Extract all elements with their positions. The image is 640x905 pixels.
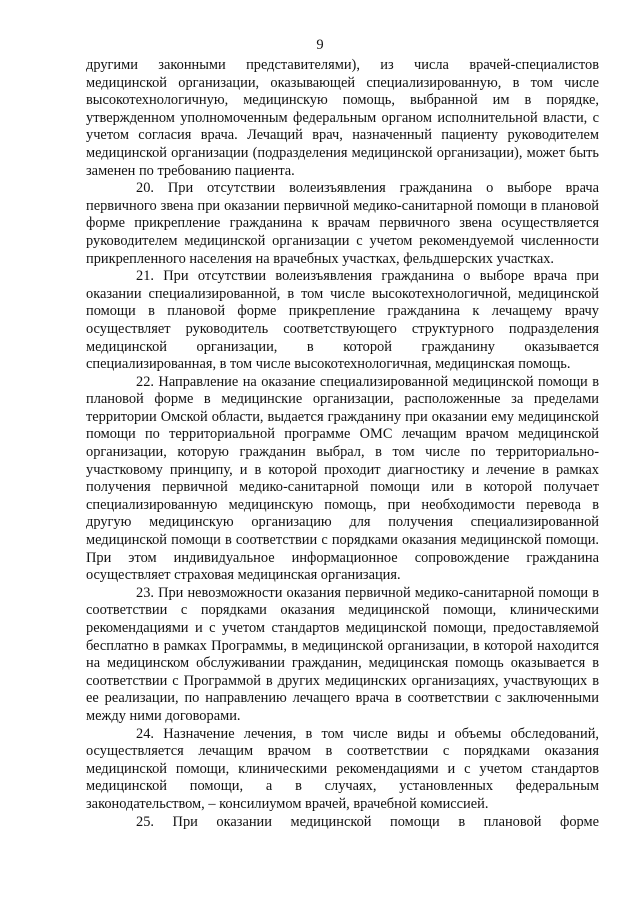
document-body (86, 57, 599, 831)
paragraph-25: 25. При оказании медицинской помощи в плановой форме (136, 813, 599, 830)
paragraph-23: 23. При невозможности оказания первичной медико-санитарной помощи в соответствии с порядками оказания медицинской помощи, клиническими рекомендациями и с учетом стандартов медицинской помощи, предоставляемой бесплатно в рамках Программы, в медицинской организации, в которой находится на медицинском обслуживании гражданин, медицинская помощь оказывается в соответствии с Программой в других медицинских организациях, участвующих в ее реализации, по направлению лечащего врача в соответствии с заключенными между ними договорами. (86, 584, 599, 724)
paragraph-continuation: другими законными представителями), из числа врачей-специалистов медицинской организации, оказывающей специализированную, в том числе высокотехнологичную, медицинскую помощь, выбранной им в порядке, утвержденном уполномоченным федеральным органом исполнительной власти, с учетом согласия врача. Лечащий врач, назначенный пациенту руководителем медицинской организации (подразделения медицинской организации), может быть заменен по требованию пациента. (86, 57, 599, 179)
paragraph-24: 24. Назначение лечения, в том числе виды и объемы обследований, осуществляется лечащим врачом в соответствии с порядками оказания медицинской помощи, клиническими рекомендациями и с учетом стандартов медицинской помощи, а в случаях, установленных федеральным законодательством, – консилиумом врачей, врачебной комиссией. (86, 725, 599, 812)
page-number: 9 (316, 37, 324, 53)
paragraph-20: 20. При отсутствии волеизъявления гражданина о выборе врача первичного звена при оказании первичной медико-санитарной помощи в плановой форме прикрепление гражданина к врачам первичного звена осуществляется руководителем медицинской организации с учетом рекомендуемой численности прикрепленного населения на врачебных участках, фельдшерских участках. (86, 180, 599, 267)
paragraph-21: 21. При отсутствии волеизъявления гражданина о выборе врача при оказании специализированной, в том числе высокотехнологичной, медицинской помощи в плановой форме прикрепление гражданина к лечащему врачу осуществляет руководитель соответствующего структурного подразделения медицинской организации, в которой гражданину оказывается специализированная, в том числе высокотехнологичная, медицинская помощь. (86, 268, 599, 373)
paragraph-22: 22. Направление на оказание специализированной медицинской помощи в плановой форме в медицинские организации, расположенные за пределами территории Омской области, выдается гражданину при оказании ему медицинской помощи по территориальной программе ОМС лечащим врачом медицинской организации, которую гражданин выбрал, в том числе по территориально-участковому принципу, и в которой проходит диагностику и лечение в рамках получения первичной медико-санитарной помощи или в которой получает специализированную медицинскую помощь, при необходимости перевода в другую медицинскую организацию для получения специализированной медицинской помощи в соответствии с порядками оказания медицинской помощи. При этом индивидуальное информационное сопровождение гражданина осуществляет страховая медицинская организация. (86, 373, 599, 584)
